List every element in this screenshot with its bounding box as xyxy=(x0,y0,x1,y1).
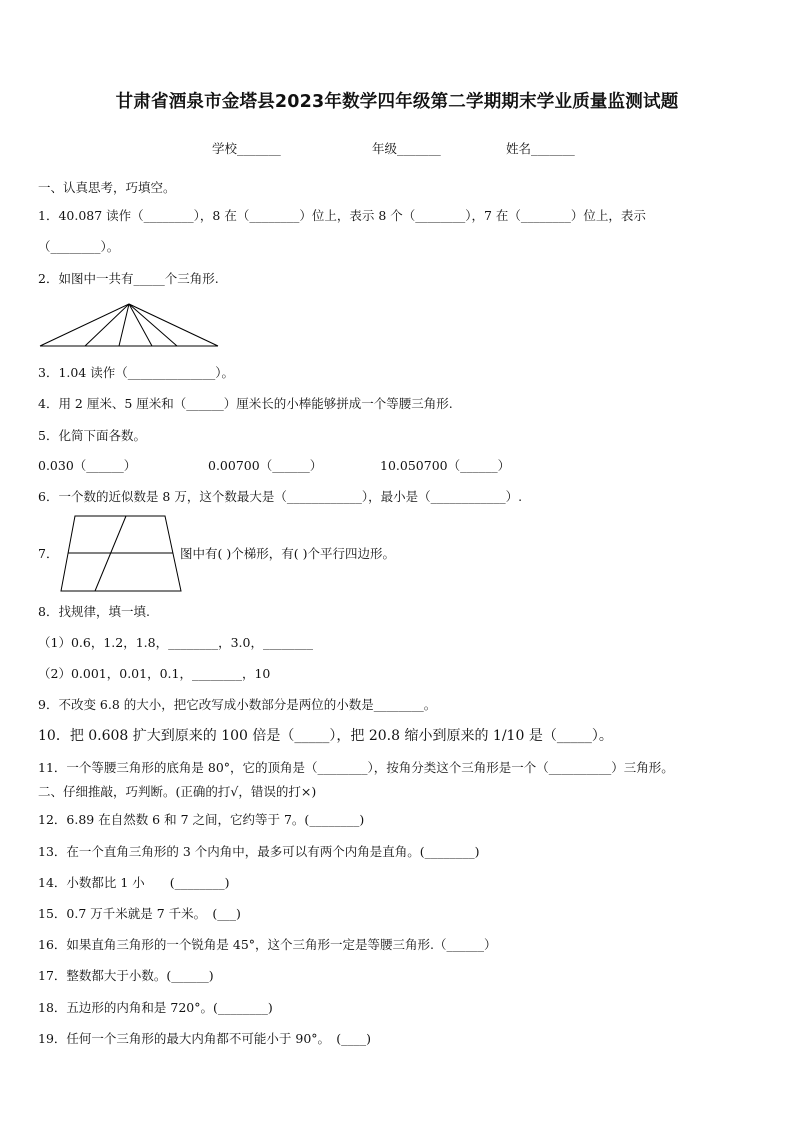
question-5-item-1: 0.030（______） xyxy=(38,458,137,473)
question-14: 14．小数都比 1 小 (________) xyxy=(38,875,230,890)
question-8: 8．找规律，填一填. xyxy=(38,604,150,619)
question-7: 图中有( )个梯形，有( )个平行四边形。 xyxy=(180,546,395,561)
question-8-part-2: （2）0.001，0.01，0.1，________，10 xyxy=(38,666,271,681)
trapezoid-figure xyxy=(60,515,182,593)
question-11: 11．一个等腰三角形的底角是 80°，它的顶角是（________），按角分类这个三角形是一个（__________）三角形。 xyxy=(38,760,674,775)
question-5: 5．化简下面各数。 xyxy=(38,428,146,443)
question-17: 17．整数都大于小数。(______) xyxy=(38,968,214,983)
name-field: 姓名_______ xyxy=(506,141,575,156)
question-19: 19．任何一个三角形的最大内角都不可能小于 90°。 (____) xyxy=(38,1031,372,1046)
question-2: 2．如图中一共有_____个三角形. xyxy=(38,271,219,286)
question-9: 9．不改变 6.8 的大小，把它改写成小数部分是两位的小数是________。 xyxy=(38,697,437,712)
question-8-part-1: （1）0.6，1.2，1.8，________，3.0，________ xyxy=(38,635,313,650)
question-1: 1．40.087 读作（________），8 在（________）位上，表示 8 个（________），7 在（________）位上，表示 xyxy=(38,208,646,223)
question-5-item-2: 0.00700（______） xyxy=(208,458,323,473)
question-15: 15．0.7 万千米就是 7 千米。 (___) xyxy=(38,906,241,921)
question-13: 13．在一个直角三角形的 3 个内角中，最多可以有两个内角是直角。(________) xyxy=(38,844,480,859)
question-18: 18．五边形的内角和是 720°。(________) xyxy=(38,1000,273,1015)
question-12: 12．6.89 在自然数 6 和 7 之间，它约等于 7。(________) xyxy=(38,812,365,827)
section1-heading: 一、认真思考，巧填空。 xyxy=(38,180,176,195)
question-3: 3．1.04 读作（______________）。 xyxy=(38,365,235,380)
triangle-fan-figure xyxy=(40,303,220,348)
question-5-item-3: 10.050700（______） xyxy=(380,458,511,473)
question-7-number: 7． xyxy=(38,546,59,561)
question-6: 6．一个数的近似数是 8 万，这个数最大是（____________），最小是（____________）. xyxy=(38,489,523,504)
question-4: 4．用 2 厘米、5 厘米和（______）厘米长的小棒能够拼成一个等腰三角形. xyxy=(38,396,453,411)
question-16: 16．如果直角三角形的一个锐角是 45°，这个三角形一定是等腰三角形.（______） xyxy=(38,937,497,952)
question-10: 10．把 0.608 扩大到原来的 100 倍是（_____），把 20.8 缩小到原来的 1/10 是（_____）。 xyxy=(38,728,613,744)
page-title: 甘肃省酒泉市金塔县2023年数学四年级第二学期期末学业质量监测试题 xyxy=(115,92,679,112)
school-field: 学校_______ xyxy=(212,141,281,156)
section2-heading: 二、仔细推敲，巧判断。(正确的打√，错误的打×) xyxy=(38,784,317,799)
grade-field: 年级_______ xyxy=(372,141,441,156)
question-1-cont: （________）。 xyxy=(38,239,120,254)
